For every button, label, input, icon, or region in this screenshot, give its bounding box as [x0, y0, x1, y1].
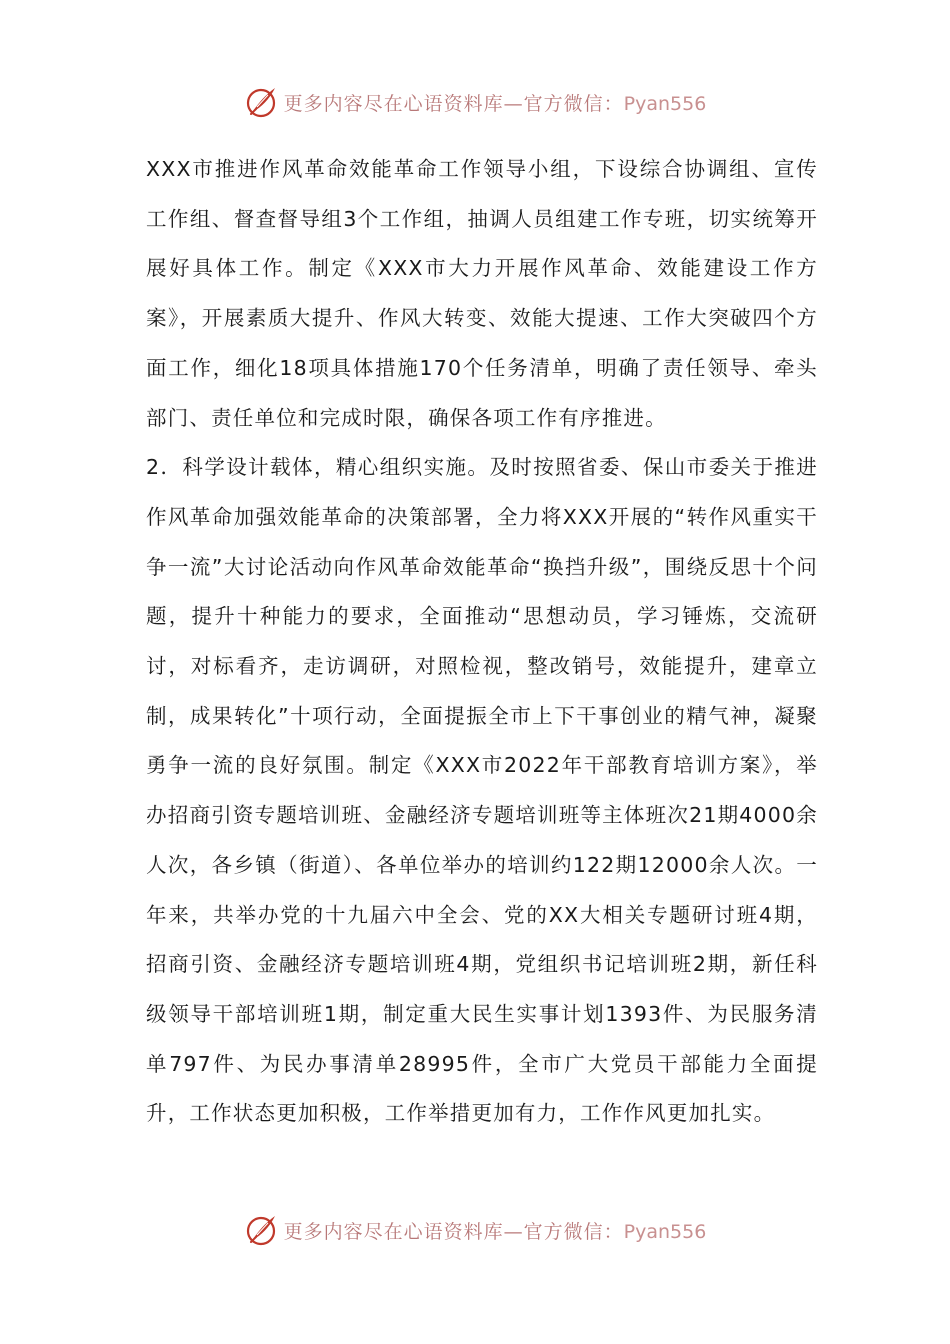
quill-pen-logo-icon — [244, 84, 280, 120]
watermark-banner-bottom — [0, 1210, 950, 1250]
watermark-text: 更多内容尽在心语资料库—官方微信：Pyan556 — [283, 92, 707, 115]
watermark-banner-top — [0, 82, 950, 122]
paragraph-1: XXX市推进作风革命效能革命工作领导小组，下设综合协调组、宣传工作组、督查督导组3个工作组，抽调人员组建工作专班，切实统筹开展好具体工作。制定《XXX市大力开展作风革命、效能建设工作方案》，开展素质大提升、作风大转变、效能大提速、工作大突破四个方面工作，细化18项具体措施170个任务清单，明确了责任领导、牵头部门、责任单位和完成时限，确保各项工作有序推进。 — [146, 157, 818, 430]
paragraph-2: 2．科学设计载体，精心组织实施。及时按照省委、保山市委关于推进作风革命加强效能革命的决策部署，全力将XXX开展的“转作风重实干争一流”大讨论活动向作风革命效能革命“换挡升级”，围绕反思十个问题，提升十种能力的要求，全面推动“思想动员，学习锤炼，交流研讨，对标看齐，走访调研，对照检视，整改销号，效能提升，建章立制，成果转化”十项行动，全面提振全市上下干事创业的精气神，凝聚勇争一流的良好氛围。制定《XXX市2022年干部教育培训方案》，举办招商引资专题培训班、金融经济专题培训班等主体班次21期4000余人次，各乡镇（街道）、各单位举办的培训约122期12000余人次。一年来，共举办党的十九届六中全会、党的XX大相关专题研讨班4期，招商引资、金融经济专题培训班4期，党组织书记培训班2期，新任科级领导干部培训班1期，制定重大民生实事计划1393件、为民服务清单797件、为民办事清单28995件，全市广大党员干部能力全面提升，工作状态更加积极，工作举措更加有力，工作作风更加扎实。 — [146, 455, 818, 1126]
wechat-id: Pyan556 — [623, 92, 707, 115]
document-body — [146, 145, 818, 1139]
wechat-id: Pyan556 — [623, 1220, 707, 1243]
quill-pen-logo-icon — [244, 1212, 280, 1248]
watermark-text: 更多内容尽在心语资料库—官方微信：Pyan556 — [283, 1220, 707, 1243]
